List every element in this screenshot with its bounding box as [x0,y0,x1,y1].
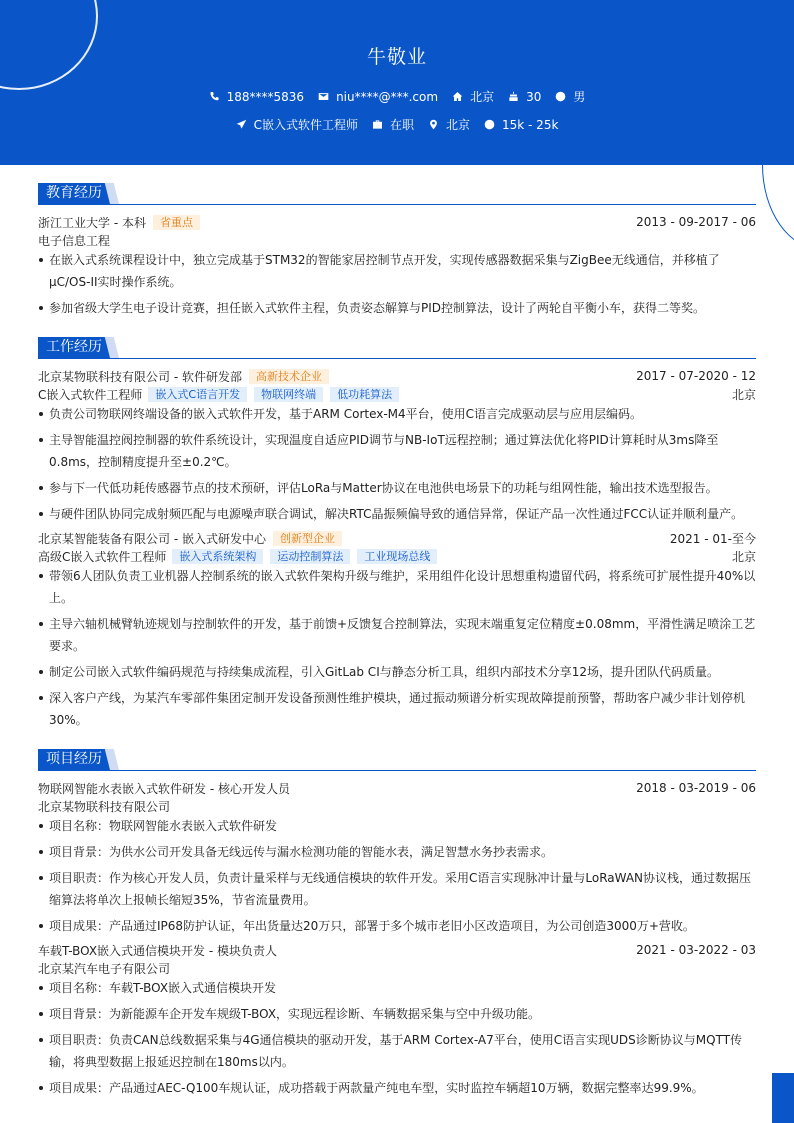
list-item: 带领6人团队负责工业机器人控制系统的嵌入式软件架构升级与维护，采用组件化设计思想重构遗留代码，将系统可扩展性提升40%以上。 [38,565,756,609]
job-city: 北京 [731,387,756,402]
candidate-name: 牛敬业 [366,46,427,68]
job-role-row [38,385,756,403]
list-item: 在嵌入式系统课程设计中，独立完成基于STM32的智能家居控制节点开发，实现传感器数据采集与ZigBee无线通信，并移植了μC/OS-II实时操作系统。 [38,249,756,293]
salary-text: 15k - 25k [502,117,559,132]
list-item: 项目背景：为供水公司开发具备无线远传与漏水检测功能的智能水表，满足智慧水务抄表需求。 [38,841,756,863]
job-role: C嵌入式软件工程师 [38,387,143,402]
project-name: 车载T-BOX嵌入式通信模块开发 - 模块负责人 [38,943,278,958]
phone-info [209,90,304,104]
email-info [318,90,438,104]
projects-section-header [38,749,756,771]
age-text: 30 [526,89,542,104]
project-bullets [38,815,756,941]
phone-icon [209,91,220,102]
target-role-info [236,116,358,133]
job-date: 2017 - 07-2020 - 12 [636,369,756,383]
education-school-row [38,213,756,231]
education-date: 2013 - 09-2017 - 06 [636,215,756,229]
project-company: 北京某汽车电子有限公司 [38,961,171,976]
section-title: 工作经历 [38,337,110,358]
education-major-row [38,231,756,249]
decorative-corner-block [772,1073,794,1123]
project-title-row [38,779,756,797]
skill-tag: 物联网终端 [254,387,323,402]
list-item: 与硬件团队协同完成射频匹配与电源噪声联合调试，解决RTC晶振频偏导致的通信异常，保证产品一次性通过FCC认证并顺利量产。 [38,503,756,525]
job-date: 2021 - 01-至今 [669,531,756,546]
skill-tag: 嵌入式C语言开发 [148,387,247,402]
target-role-text: C嵌入式软件工程师 [253,118,358,132]
email-text: niu****@***.com [336,89,439,104]
list-item: 项目成果：产品通过IP68防护认证，年出货量达20万只，部署于多个城市老旧小区改造项目，为公司创造3000万+营收。 [38,915,756,937]
section-title: 教育经历 [38,183,110,204]
phone-text: 188****5836 [226,89,305,104]
city-text: 北京 [470,90,495,104]
company-name: 北京某物联科技有限公司 - 软件研发部 [38,369,242,384]
list-item: 项目职责：负责CAN总线数据采集与4G通信模块的驱动开发，基于ARM Cortex-A7平台，使用C语言实现UDS诊断协议与MQTT传输，将典型数据上报延迟控制在180ms以内。 [38,1029,756,1073]
project-company: 北京某物联科技有限公司 [38,799,171,814]
skill-tag: 运动控制算法 [270,549,350,564]
company-tag: 高新技术企业 [249,369,329,384]
project-bullets [38,977,756,1103]
company-name: 北京某智能装备有限公司 - 嵌入式研发中心 [38,531,266,546]
gender-icon [555,91,566,102]
skill-tag: 嵌入式系统架构 [172,549,263,564]
job-role-row [38,547,756,565]
cake-icon [508,91,519,102]
list-item: 参加省级大学生电子设计竞赛，担任嵌入式软件主程，负责姿态解算与PID控制算法，设计了两轮自平衡小车，获得二等奖。 [38,297,756,319]
age-info [508,90,541,104]
contact-row [0,88,794,105]
salary-info [484,118,558,132]
work-section-header [38,337,756,359]
list-item: 项目职责：作为核心开发人员，负责计量采样与无线通信模块的软件开发。采用C语言实现脉冲计量与LoRaWAN协议栈，通过数据压缩算法将单次上报帧长缩短35%，节省流量费用。 [38,867,756,911]
school-name: 浙江工业大学 - 本科 [38,215,146,230]
job-bullets [38,565,756,735]
job-company-row [38,367,756,385]
mail-icon [318,91,329,102]
company-tag: 创新型企业 [273,531,342,546]
project-date: 2021 - 03-2022 - 03 [636,943,756,957]
skill-tag: 工业现场总线 [357,549,437,564]
target-city-text: 北京 [445,118,470,132]
list-item: 负责公司物联网终端设备的嵌入式软件开发，基于ARM Cortex-M4平台，使用C语言完成驱动层与应用层编码。 [38,403,756,425]
list-item: 主导智能温控阀控制器的软件系统设计，实现温度自适应PID调节与NB-IoT远程控制；通过算法优化将PID计算耗时从3ms降至0.8ms，控制精度提升至±0.2℃。 [38,429,756,473]
list-item: 主导六轴机械臂轨迹规划与控制软件的开发，基于前馈+反馈复合控制算法，实现末端重复定位精度±0.08mm，平滑性满足喷涂工艺要求。 [38,613,756,657]
education-bullets [38,249,756,323]
target-city-info [428,116,470,133]
skill-tag: 低功耗算法 [330,387,399,402]
list-item: 深入客户产线，为某汽车零部件集团定制开发设备预测性维护模块，通过振动频谱分析实现故障提前预警，帮助客户减少非计划停机30%。 [38,687,756,731]
send-icon [236,119,247,130]
section-title: 项目经历 [38,749,110,770]
job-role: 高级C嵌入式软件工程师 [38,549,167,564]
gender-text: 男 [573,90,586,104]
major: 电子信息工程 [38,233,111,248]
job-bullets [38,403,756,529]
gender-info [555,88,585,105]
briefcase-icon [372,119,383,130]
list-item: 参与下一代低功耗传感器节点的技术预研，评估LoRa与Matter协议在电池供电场景下的功耗与组网性能，输出技术选型报告。 [38,477,756,499]
education-section-header [38,183,756,205]
list-item: 项目名称：车载T-BOX嵌入式通信模块开发 [38,977,756,999]
project-name: 物联网智能水表嵌入式软件研发 - 核心开发人员 [38,781,290,796]
money-icon [484,119,495,130]
job-company-row [38,529,756,547]
project-date: 2018 - 03-2019 - 06 [636,781,756,795]
school-tag: 省重点 [153,215,200,230]
home-icon [452,91,463,102]
list-item: 制定公司嵌入式软件编码规范与持续集成流程，引入GitLab CI与静态分析工具，组织内部技术分享12场，提升团队代码质量。 [38,661,756,683]
job-status-text: 在职 [389,118,414,132]
project-title-row [38,941,756,959]
list-item: 项目名称：物联网智能水表嵌入式软件研发 [38,815,756,837]
project-company-row [38,797,756,815]
job-city: 北京 [731,549,756,564]
city-info [452,88,494,105]
project-company-row [38,959,756,977]
location-pin-icon [428,119,439,130]
job-intention-row [0,116,794,133]
list-item: 项目背景：为新能源车企开发车规级T-BOX，实现远程诊断、车辆数据采集与空中升级功能。 [38,1003,756,1025]
job-status-info [372,116,414,133]
resume-header [0,0,794,165]
list-item: 项目成果：产品通过AEC-Q100车规认证，成功搭载于两款量产纯电车型，实时监控车辆超10万辆，数据完整率达99.9%。 [38,1077,756,1099]
